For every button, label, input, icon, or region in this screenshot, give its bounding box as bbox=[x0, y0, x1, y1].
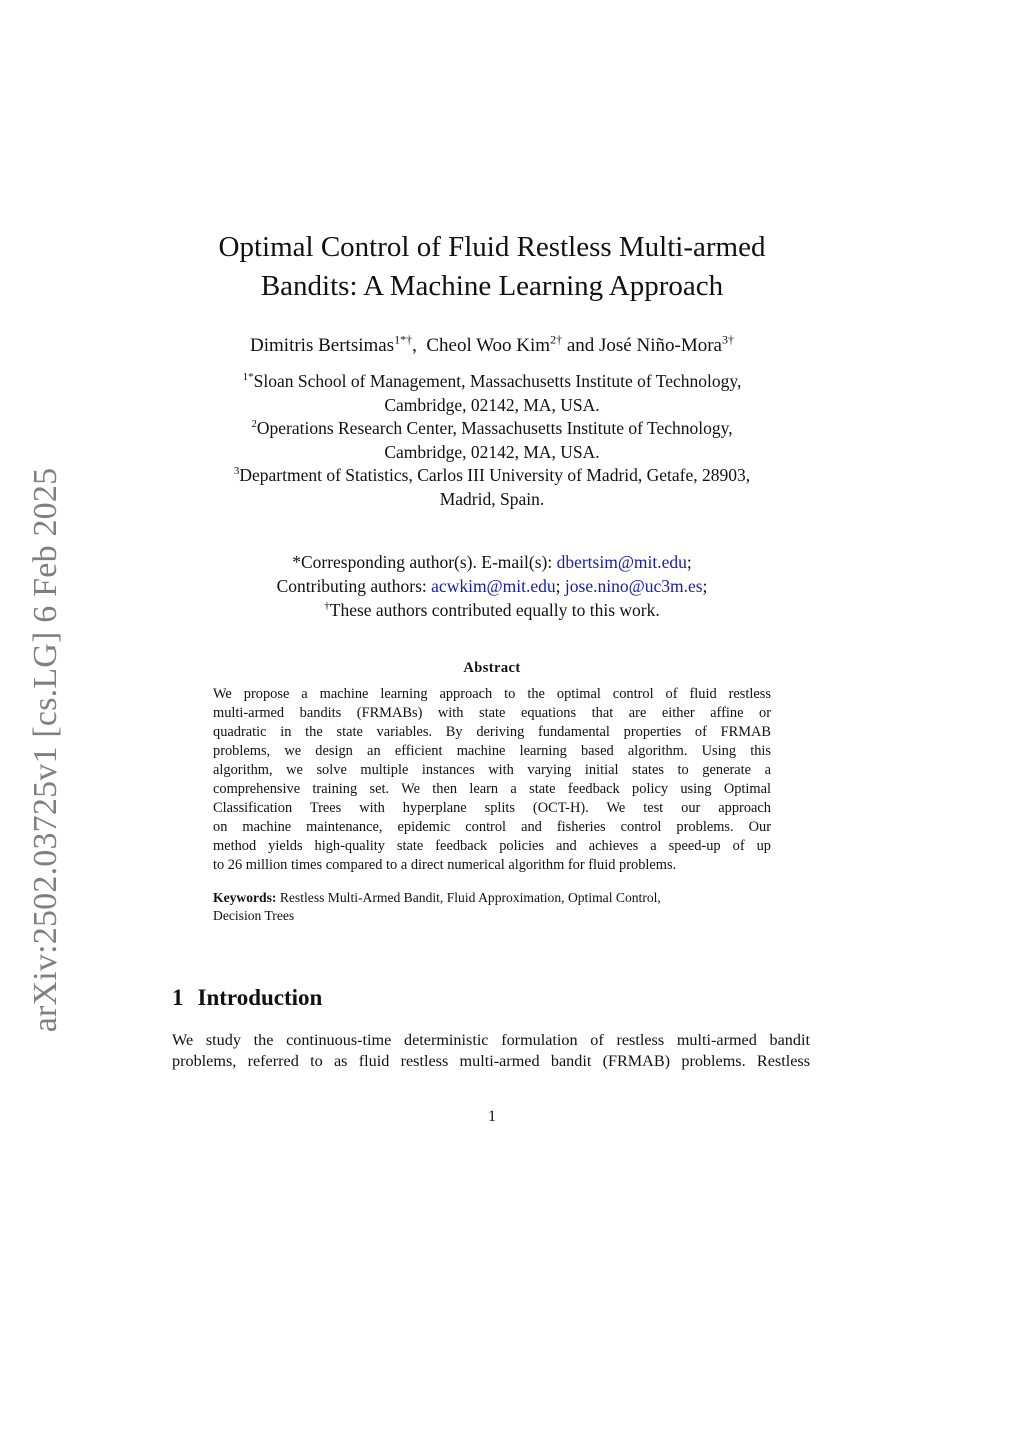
abstract-line: comprehensive training set. We then learn a state feedback policy using Optimal bbox=[213, 781, 771, 797]
author-name: Dimitris Bertsimas bbox=[250, 335, 395, 356]
abstract-line: quadratic in the state variables. By deriving fundamental properties of FRMAB bbox=[213, 724, 771, 740]
keywords-label: Keywords: bbox=[213, 890, 277, 905]
affiliation-3-line-2: Madrid, Spain. bbox=[439, 488, 545, 509]
keywords-line-2: Decision Trees bbox=[213, 907, 295, 923]
abstract-line: We propose a machine learning approach to the optimal control of fluid restless bbox=[213, 686, 771, 702]
author-separator: , bbox=[412, 335, 427, 356]
affiliation-2-line-1 bbox=[160, 417, 824, 441]
punctuation: ; bbox=[686, 552, 692, 572]
corresponding-email-link[interactable]: dbertsim@mit.edu bbox=[556, 552, 687, 572]
author-separator: and bbox=[562, 335, 600, 356]
author-list bbox=[160, 333, 824, 359]
author-name: José Niño-Mora bbox=[599, 335, 722, 356]
affiliation-2-line-2: Cambridge, 02142, MA, USA. bbox=[384, 441, 600, 462]
dagger-mark: † bbox=[324, 600, 330, 613]
affiliation-1-line-2: Cambridge, 02142, MA, USA. bbox=[384, 394, 600, 415]
abstract-line: problems, we design an efficient machine learning based algorithm. Using this bbox=[213, 743, 771, 759]
affiliation-mark: 1* bbox=[242, 371, 254, 384]
affiliation-mark: 2 bbox=[251, 418, 257, 431]
keywords-line-1 bbox=[213, 889, 771, 907]
punctuation: ; bbox=[555, 576, 565, 596]
affiliation-text: Operations Research Center, Massachusetts Institute of Technology, bbox=[256, 418, 733, 438]
contributing-email-link-2[interactable]: jose.nino@uc3m.es bbox=[564, 576, 703, 596]
body-text-line: We study the continuous-time deterministic formulation of restless multi-armed bandit bbox=[172, 1031, 810, 1049]
paper-title bbox=[160, 228, 824, 306]
title-line-2: Bandits: A Machine Learning Approach bbox=[260, 270, 724, 302]
abstract-line: on machine maintenance, epidemic control and fisheries control problems. Our bbox=[213, 819, 771, 835]
affiliation-3-line-1 bbox=[160, 464, 824, 488]
abstract-line: algorithm, we solve multiple instances with varying initial states to generate a bbox=[213, 762, 771, 778]
author-name: Cheol Woo Kim bbox=[426, 335, 551, 356]
introduction-body bbox=[172, 1030, 810, 1072]
affiliation-text: Department of Statistics, Carlos III University of Madrid, Getafe, 28903, bbox=[239, 465, 751, 485]
keywords-block bbox=[213, 889, 771, 924]
contributing-email-link-1[interactable]: acwkim@mit.edu bbox=[431, 576, 556, 596]
affiliation-list bbox=[160, 370, 824, 511]
abstract-line: to 26 million times compared to a direct numerical algorithm for fluid problems. bbox=[213, 857, 677, 873]
body-text-line: problems, referred to as fluid restless multi-armed bandit (FRMAB) problems. Restless bbox=[172, 1052, 810, 1070]
section-title: Introduction bbox=[197, 985, 323, 1010]
page-number: 1 bbox=[488, 1108, 496, 1125]
corresponding-label: *Corresponding author(s). E-mail(s): bbox=[292, 552, 557, 572]
abstract-line: multi-armed bandits (FRMABs) with state equations that are either affine or bbox=[213, 705, 771, 721]
abstract-heading: Abstract bbox=[463, 660, 521, 676]
section-number: 1 bbox=[172, 985, 184, 1010]
keywords-text: Restless Multi-Armed Bandit, Fluid Approximation, Optimal Control, bbox=[276, 890, 661, 905]
abstract-line: method yields high-quality state feedback policies and achieves a speed-up of up bbox=[213, 838, 771, 854]
section-heading-introduction bbox=[172, 985, 322, 1011]
corresponding-author-line bbox=[160, 550, 824, 574]
contributing-label: Contributing authors: bbox=[276, 576, 432, 596]
punctuation: ; bbox=[702, 576, 708, 596]
abstract-body bbox=[213, 685, 771, 875]
correspondence-block bbox=[160, 550, 824, 622]
affiliation-text: Sloan School of Management, Massachusetts Institute of Technology, bbox=[253, 371, 742, 391]
equal-contribution-note: These authors contributed equally to this work. bbox=[329, 600, 660, 620]
contributing-authors-line bbox=[160, 574, 824, 598]
author-affiliation-mark: 2† bbox=[550, 332, 563, 347]
author-affiliation-mark: 3† bbox=[721, 332, 734, 347]
affiliation-1-line-1 bbox=[160, 370, 824, 394]
title-line-1: Optimal Control of Fluid Restless Multi-armed bbox=[218, 231, 766, 263]
abstract-line: Classification Trees with hyperplane splits (OCT-H). We test our approach bbox=[213, 800, 771, 816]
affiliation-mark: 3 bbox=[233, 465, 240, 478]
arxiv-identifier[interactable]: arXiv:2502.03725v1 [cs.LG] 6 Feb 2025 bbox=[27, 467, 64, 1033]
equal-contribution-line bbox=[160, 598, 824, 622]
author-affiliation-mark: 1*† bbox=[394, 332, 413, 347]
